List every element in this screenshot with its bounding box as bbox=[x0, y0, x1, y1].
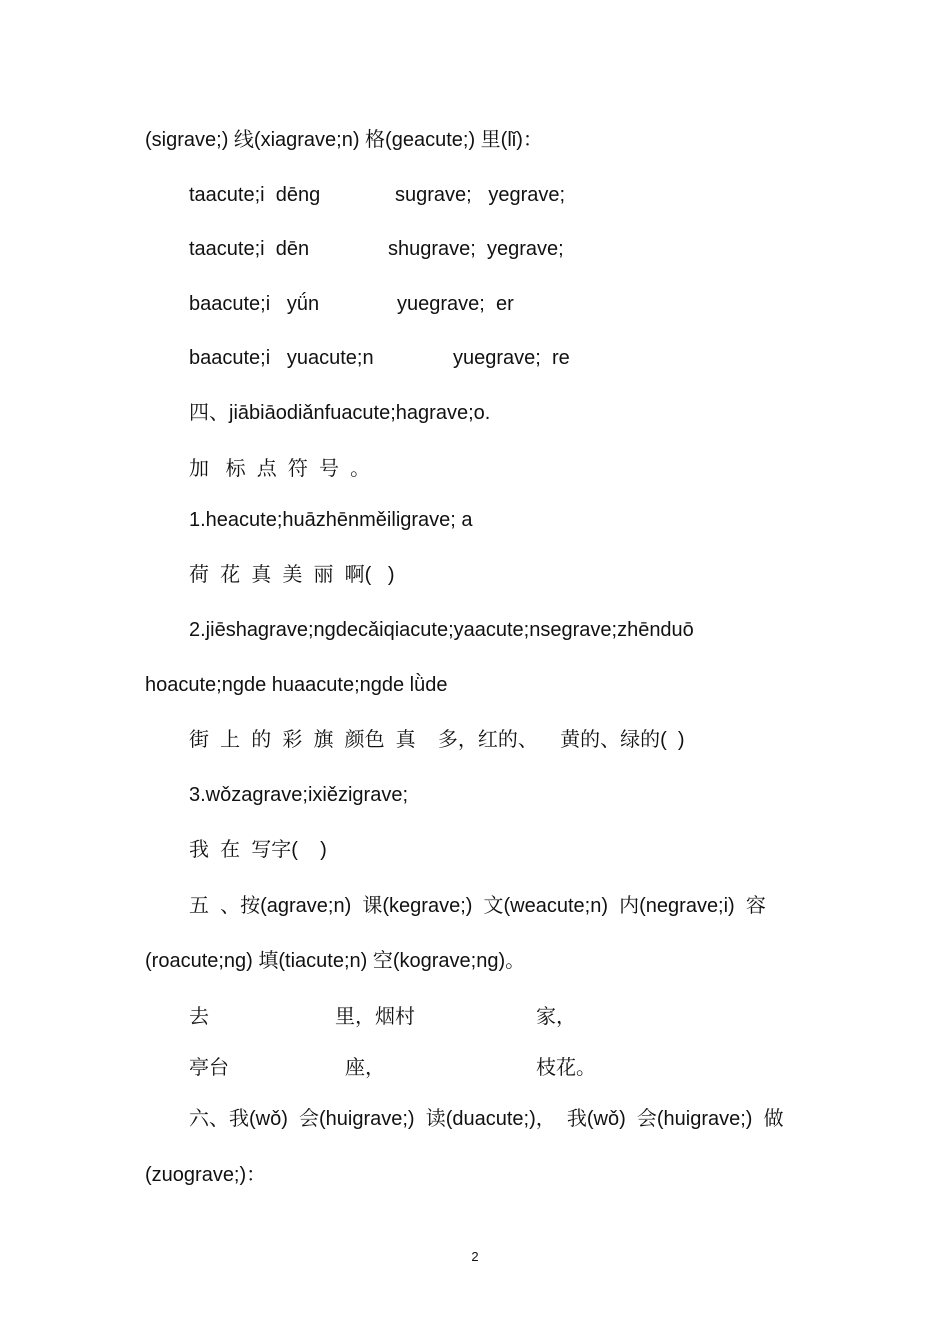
question-text: 荷 花 真 美 丽 啊( ) bbox=[189, 564, 395, 586]
question-text: 我 在 写字( ) bbox=[189, 839, 327, 861]
fill-blank-text: 亭台 bbox=[189, 1057, 229, 1079]
question-pinyin: 2.jiēshagrave;ngdecǎiqiacute;yaacute;nsegrave;zhēnduō bbox=[189, 619, 694, 641]
section-heading: 五 、按(agrave;n) 课(kegrave;) 文(weacute;n) 内(negrave;i) 容 bbox=[189, 895, 766, 917]
page-number: 2 bbox=[471, 1249, 479, 1264]
pinyin-item: taacute;i dēn bbox=[189, 238, 310, 260]
section-heading: (zuograve;)： bbox=[145, 1164, 267, 1186]
instruction-line: (sigrave;) 线(xiagrave;n) 格(geacute;) 里(lǐ)： bbox=[145, 129, 543, 151]
fill-blank-text: 里，烟村 bbox=[335, 1006, 415, 1028]
question-pinyin: 1.heacute;huāzhēnměiligrave; a bbox=[189, 509, 473, 531]
section-heading: (roacute;ng) 填(tiacute;n) 空(kograve;ng)。 bbox=[145, 950, 526, 972]
pinyin-item: taacute;i dēng bbox=[189, 184, 321, 206]
question-text: 街 上 的 彩 旗 颜色 真 多，红的、 黄的、绿的( ) bbox=[189, 729, 685, 751]
pinyin-item: shugrave; yegrave; bbox=[388, 238, 564, 260]
section-heading: 四、jiābiāodiǎnfuacute;hagrave;o. bbox=[189, 402, 491, 424]
pinyin-item: baacute;i yǘn bbox=[189, 293, 320, 315]
question-pinyin: 3.wǒzagrave;ixiězigrave; bbox=[189, 784, 408, 806]
fill-blank-text: 家， bbox=[536, 1006, 576, 1028]
fill-blank-text: 枝花。 bbox=[536, 1057, 596, 1079]
section-heading: 六、我(wǒ) 会(huigrave;) 读(duacute;)， 我(wǒ) 会(huigrave;) 做 bbox=[189, 1108, 784, 1130]
pinyin-item: yuegrave; re bbox=[453, 347, 570, 369]
pinyin-item: sugrave; yegrave; bbox=[395, 184, 566, 206]
pinyin-item: yuegrave; er bbox=[397, 293, 514, 315]
fill-blank-text: 去 bbox=[189, 1006, 209, 1028]
pinyin-item: baacute;i yuacute;n bbox=[189, 347, 374, 369]
section-heading-hanzi: 加 标 点 符 号 。 bbox=[189, 458, 371, 480]
question-pinyin: hoacute;ngde huaacute;ngde lǜde bbox=[145, 674, 448, 696]
fill-blank-text: 座， bbox=[345, 1057, 385, 1079]
